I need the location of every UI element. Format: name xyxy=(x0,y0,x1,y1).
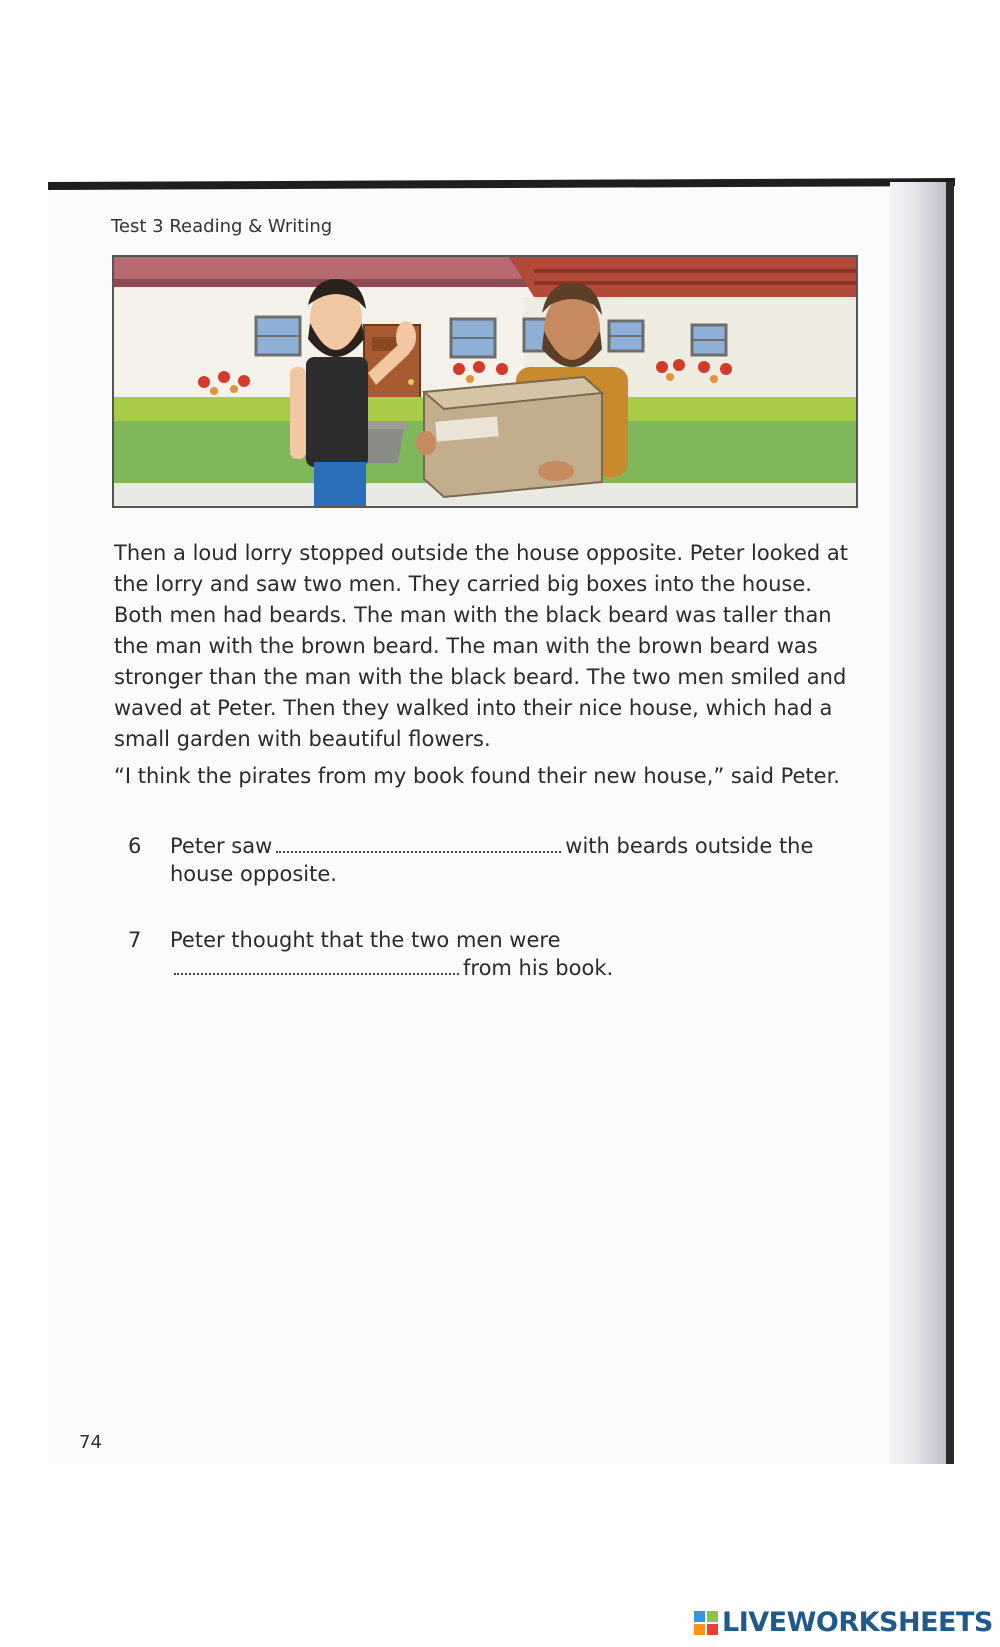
liveworksheets-watermark xyxy=(694,1607,993,1638)
question-number: 6 xyxy=(128,834,142,858)
question-prompt: Peter thought that the two men were xyxy=(170,928,561,952)
watermark-text: LIVEWORKSHEETS xyxy=(722,1607,993,1638)
two-bearded-men-carrying-box-illustration xyxy=(114,257,856,506)
answer-blank[interactable] xyxy=(276,833,561,853)
question-text xyxy=(170,926,850,982)
passage-paragraph: Then a loud lorry stopped outside the house opposite. Peter looked at the lorry and saw two men. They carried big boxes into the house. Both men had beards. The man with the black beard was taller than the man with the brown beard. The man with the brown beard was stronger than the man with the black beard. The two men smiled and waved at Peter. Then they walked into their nice house, which had a small garden with beautiful flowers. xyxy=(114,541,849,751)
question-continuation: from his book. xyxy=(463,956,614,980)
question-number: 7 xyxy=(128,928,142,952)
story-illustration xyxy=(112,255,858,508)
question-text xyxy=(170,832,850,888)
passage-quote: “I think the pirates from my book found their new house,” said Peter. xyxy=(114,764,840,788)
answer-blank[interactable] xyxy=(174,955,459,975)
reading-passage xyxy=(114,538,854,792)
liveworksheets-logo-icon xyxy=(694,1611,718,1635)
book-spine xyxy=(890,182,950,1464)
page-number: 74 xyxy=(79,1432,102,1453)
book-spine-edge xyxy=(946,182,954,1464)
question-continuation: with beards outside the house opposite. xyxy=(170,834,814,886)
question-prompt: Peter saw xyxy=(170,834,273,858)
section-header: Test 3 Reading & Writing xyxy=(111,216,333,237)
